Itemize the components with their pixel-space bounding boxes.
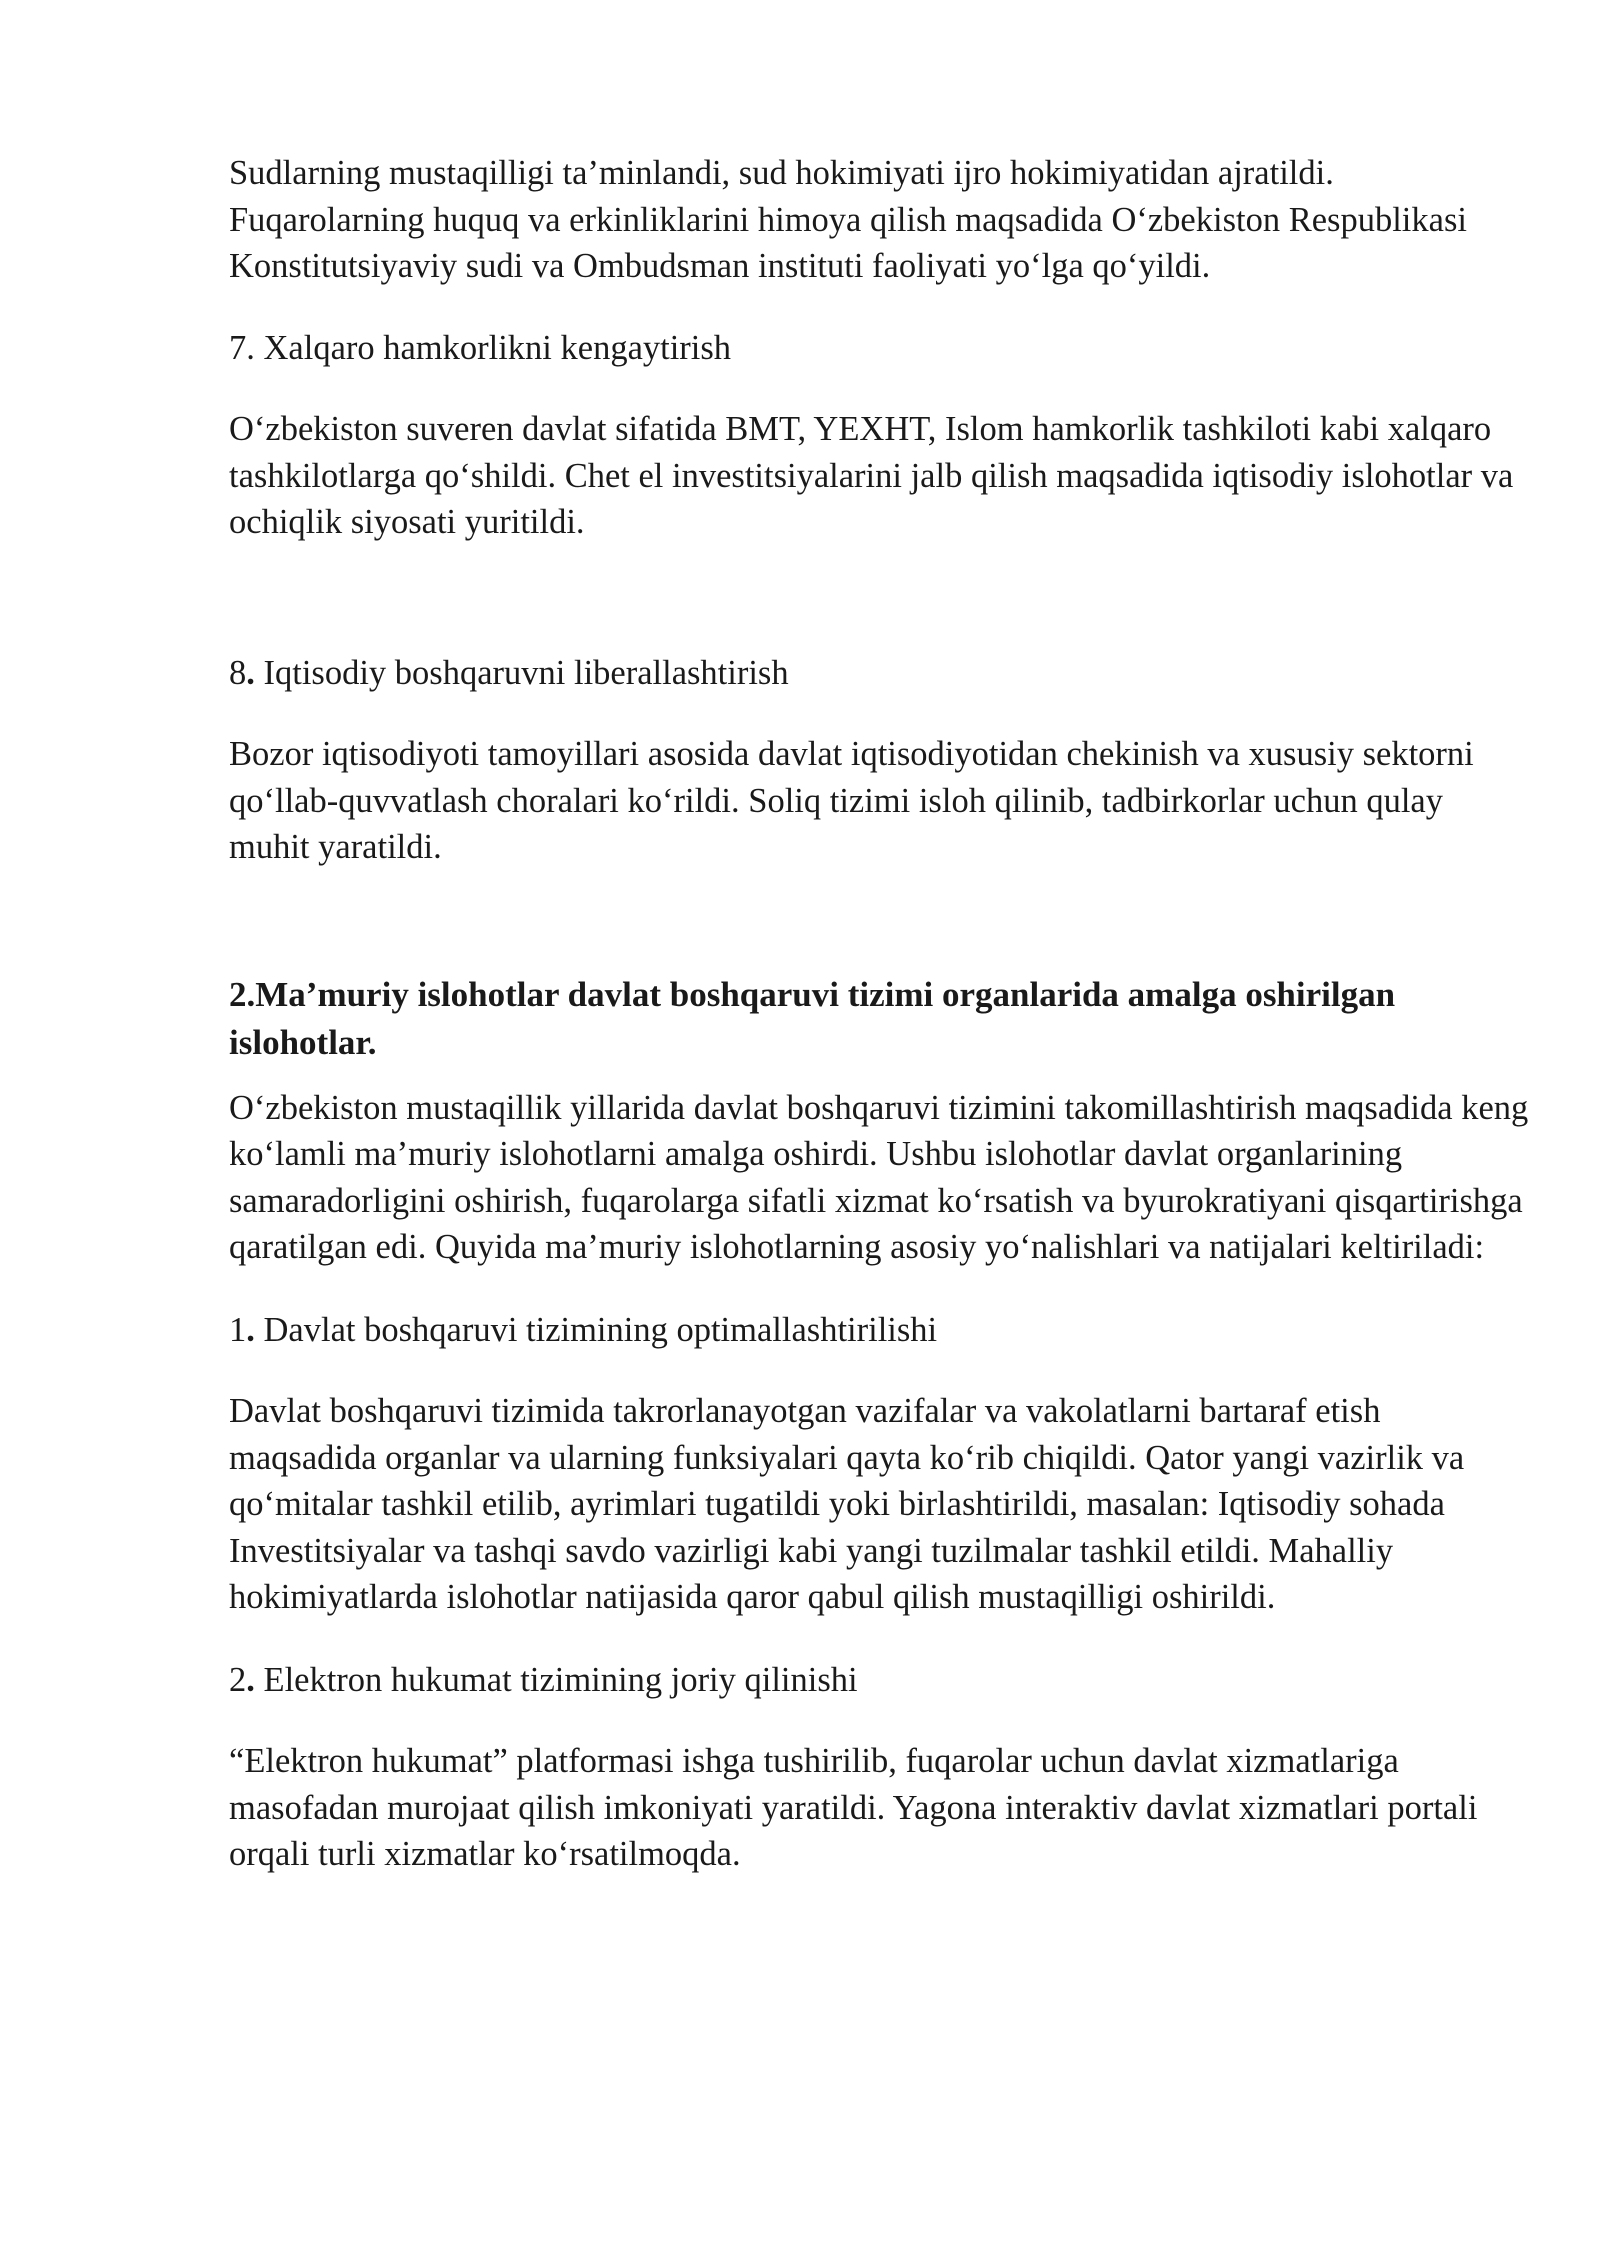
subsection-1-title (229, 1307, 1529, 1354)
subsection-2-number: 2 (229, 1660, 247, 1699)
item-8-dot: . (246, 653, 255, 692)
item-7-title: 7. Xalqaro hamkorlikni kengaytirish (229, 328, 732, 367)
subsection-2-text: Elektron hukumat tizimining joriy qilinishi (254, 1660, 858, 1699)
item-7-body: O‘zbekiston suveren davlat sifatida BMT, YEXHT, Islom hamkorlik tashkiloti kabi xalqaro tashkilotlarga qo‘shildi. Chet el investitsiyalarini jalb qilish maqsadida iqtisodiy islohotlar va ochiqlik siyosati yuritildi. (229, 410, 1514, 541)
subsection-1-number: 1 (229, 1310, 247, 1349)
subsection-2-body: “Elektron hukumat” platformasi ishga tushirilib, fuqarolar uchun davlat xizmatlariga masofadan murojaat qilish imkoniyati yaratildi. Yagona interaktiv davlat xizmatlari portali orqali turli xizmatlar ko‘rsatilmoqda. (229, 1742, 1478, 1873)
subsection-1-body: Davlat boshqaruvi tizimida takrorlanayotgan vazifalar va vakolatlarni bartaraf etish maqsadida organlar va ularning funksiyalari qayta ko‘rib chiqildi. Qator yangi vazirlik va qo‘mitalar tashkil etilib, ayrimlari tugatildi yoki birlashtirildi, masalan: Iqtisodiy sohada Investitsiyalar va tashqi savdo vazirligi kabi yangi tuzilmalar tashkil etildi. Mahalliy hokimiyatlarda islohotlar natijasida qaror qabul qilish mustaqilligi oshirildi. (229, 1392, 1465, 1616)
subsection-1-text: Davlat boshqaruvi tizimining optimallashtirilishi (254, 1310, 938, 1349)
item-8-text: Iqtisodiy boshqaruvni liberallashtirish (254, 653, 789, 692)
item-8-number: 8 (229, 653, 247, 692)
section-heading: 2.Ma’muriy islohotlar davlat boshqaruvi tizimi organlarida amalga oshirilgan islohotlar. (229, 974, 1396, 1062)
item-8-title (229, 650, 1529, 697)
section-intro: O‘zbekiston mustaqillik yillarida davlat boshqaruvi tizimini takomillashtirish maqsadida keng ko‘lamli ma’muriy islohotlarni amalga oshirdi. Ushbu islohotlar davlat organlarining samaradorligini oshirish, fuqarolarga sifatli xizmat ko‘rsatish va byurokratiyani qisqartirishga qaratilgan edi. Quyida ma’muriy islohotlarning asosiy yo‘nalishlari va natijalari keltiriladi: (229, 1088, 1529, 1266)
item-8-body: Bozor iqtisodiyoti tamoyillari asosida davlat iqtisodiyotidan chekinish va xususiy sektorni qo‘llab-quvvatlash choralari ko‘rildi. Soliq tizimi isloh qilinib, tadbirkorlar uchun qulay muhit yaratildi. (229, 735, 1474, 866)
subsection-2-dot: . (246, 1660, 255, 1699)
paragraph-judicial-independence: Sudlarning mustaqilligi ta’minlandi, sud hokimiyati ijro hokimiyatidan ajratildi. Fuqarolarning huquq va erkinliklarini himoya qilish maqsadida O‘zbekiston Respublikasi Konstitutsiyaviy sudi va Ombudsman instituti faoliyati yo‘lga qo‘yildi. (229, 154, 1467, 285)
subsection-1-dot: . (246, 1310, 255, 1349)
subsection-2-title (229, 1657, 1529, 1704)
document-page (229, 150, 1529, 1878)
